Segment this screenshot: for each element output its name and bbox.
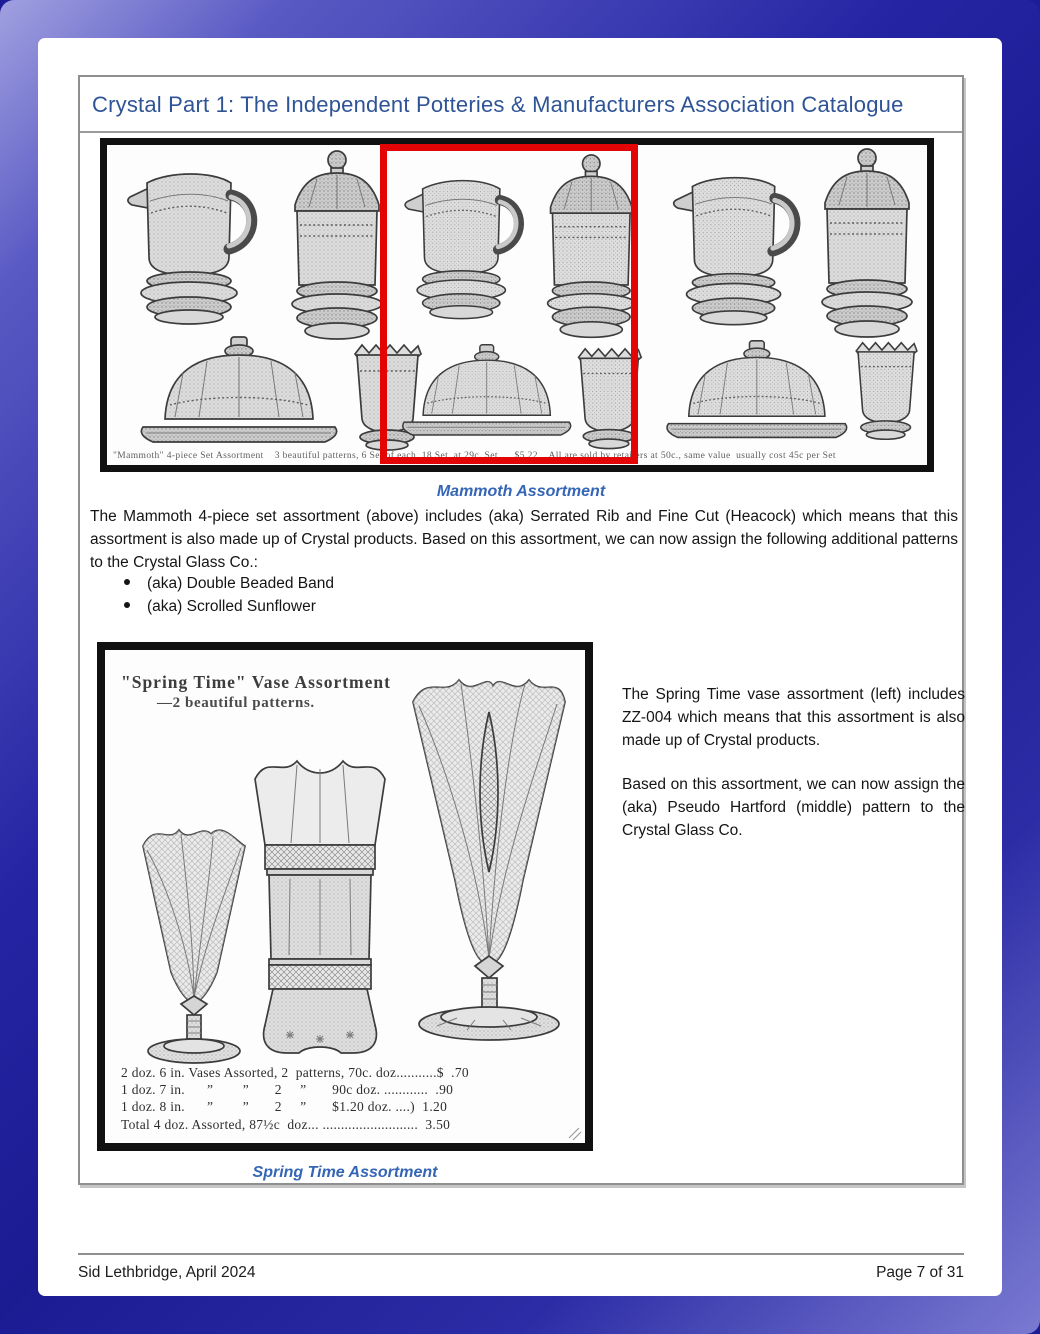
springtime-engraving-subtitle: —2 beautiful patterns.	[157, 695, 315, 711]
document-page	[38, 38, 1002, 1296]
footer-author: Sid Lethbridge, April 2024	[78, 1264, 256, 1281]
price-list-line: Total 4 doz. Assorted, 87½c doz... .......................... 3.50	[121, 1117, 451, 1132]
mammoth-paragraph: The Mammoth 4-piece set assortment (above) includes (aka) Serrated Rib and Fine Cut (Heacock) which means that this assortment is also made up of Crystal products. Based on this assortment, we can now assign the following additional patterns to the Crystal Glass Co.:	[90, 508, 958, 571]
set-right-spooner-engraving	[856, 343, 917, 440]
mammoth-catalogue-image	[100, 138, 934, 472]
bullet-label: (aka) Double Beaded Band	[147, 575, 334, 592]
springtime-engraving-title: "Spring Time" Vase Assortment	[121, 672, 391, 692]
mammoth-bullet-list	[124, 575, 824, 621]
springtime-engraving-border	[97, 642, 593, 1151]
springtime-engraving-art	[105, 650, 585, 1143]
set-right-sugar-engraving	[822, 149, 912, 337]
list-item	[124, 598, 824, 621]
title-bar	[80, 77, 962, 133]
price-list-line: 2 doz. 6 in. Vases Assorted, 2 patterns, 70c. doz...........$ .70	[121, 1065, 469, 1080]
set-middle-butter-engraving	[403, 345, 571, 435]
bullet-icon	[124, 579, 130, 585]
springtime-paragraph-2: Based on this assortment, we can now assign the (aka) Pseudo Hartford (middle) pattern to the Crystal Glass Co.	[622, 776, 965, 839]
springtime-paragraph-1: The Spring Time vase assortment (left) includes ZZ-004 which means that this assortment is also made up of Crystal products.	[622, 686, 965, 749]
vase-small-engraving	[143, 830, 245, 1063]
set-left-sugar-engraving	[292, 151, 382, 339]
set-middle-creamer-engraving	[405, 181, 519, 319]
price-list-line: 1 doz. 8 in. ” ” 2 ” $1.20 doz. ....) 1.20	[121, 1099, 448, 1114]
footer	[78, 1253, 964, 1282]
set-left-creamer-engraving	[128, 174, 252, 324]
mammoth-caption: Mammoth Assortment	[436, 483, 606, 500]
mammoth-engraving-caption-text: "Mammoth" 4-piece Set Assortment 3 beautiful patterns, 6 Set of each, 18 Set, at 29c. Set $5.22 All are sold by retailers at 50c., same value usually cost 45c per Set	[113, 451, 836, 461]
set-left-butter-engraving	[141, 337, 336, 442]
set-middle-sugar-engraving	[548, 155, 635, 337]
set-middle-spooner-engraving	[579, 349, 642, 449]
content-frame	[78, 75, 964, 1185]
vase-middle-engraving	[255, 761, 385, 1053]
mammoth-engraving-border	[100, 138, 934, 472]
page-title: Crystal Part 1: The Independent Potteries & Manufacturers Association Catalogue	[92, 92, 904, 117]
price-list-line: 1 doz. 7 in. ” ” 2 ” 90c doz. ............ .90	[121, 1082, 454, 1097]
set-right-creamer-engraving	[674, 178, 795, 325]
vase-tall-engraving	[413, 680, 565, 1040]
springtime-caption: Spring Time Assortment	[252, 1164, 438, 1181]
set-right-butter-engraving	[667, 341, 847, 438]
bullet-icon	[124, 602, 130, 608]
bullet-label: (aka) Scrolled Sunflower	[147, 598, 316, 615]
footer-page-number: Page 7 of 31	[876, 1264, 964, 1281]
mammoth-engraving-art	[107, 145, 927, 465]
springtime-text-column	[622, 684, 965, 865]
springtime-catalogue-image	[97, 642, 593, 1151]
resize-handle-artifact	[569, 1128, 581, 1140]
list-item	[124, 575, 824, 598]
